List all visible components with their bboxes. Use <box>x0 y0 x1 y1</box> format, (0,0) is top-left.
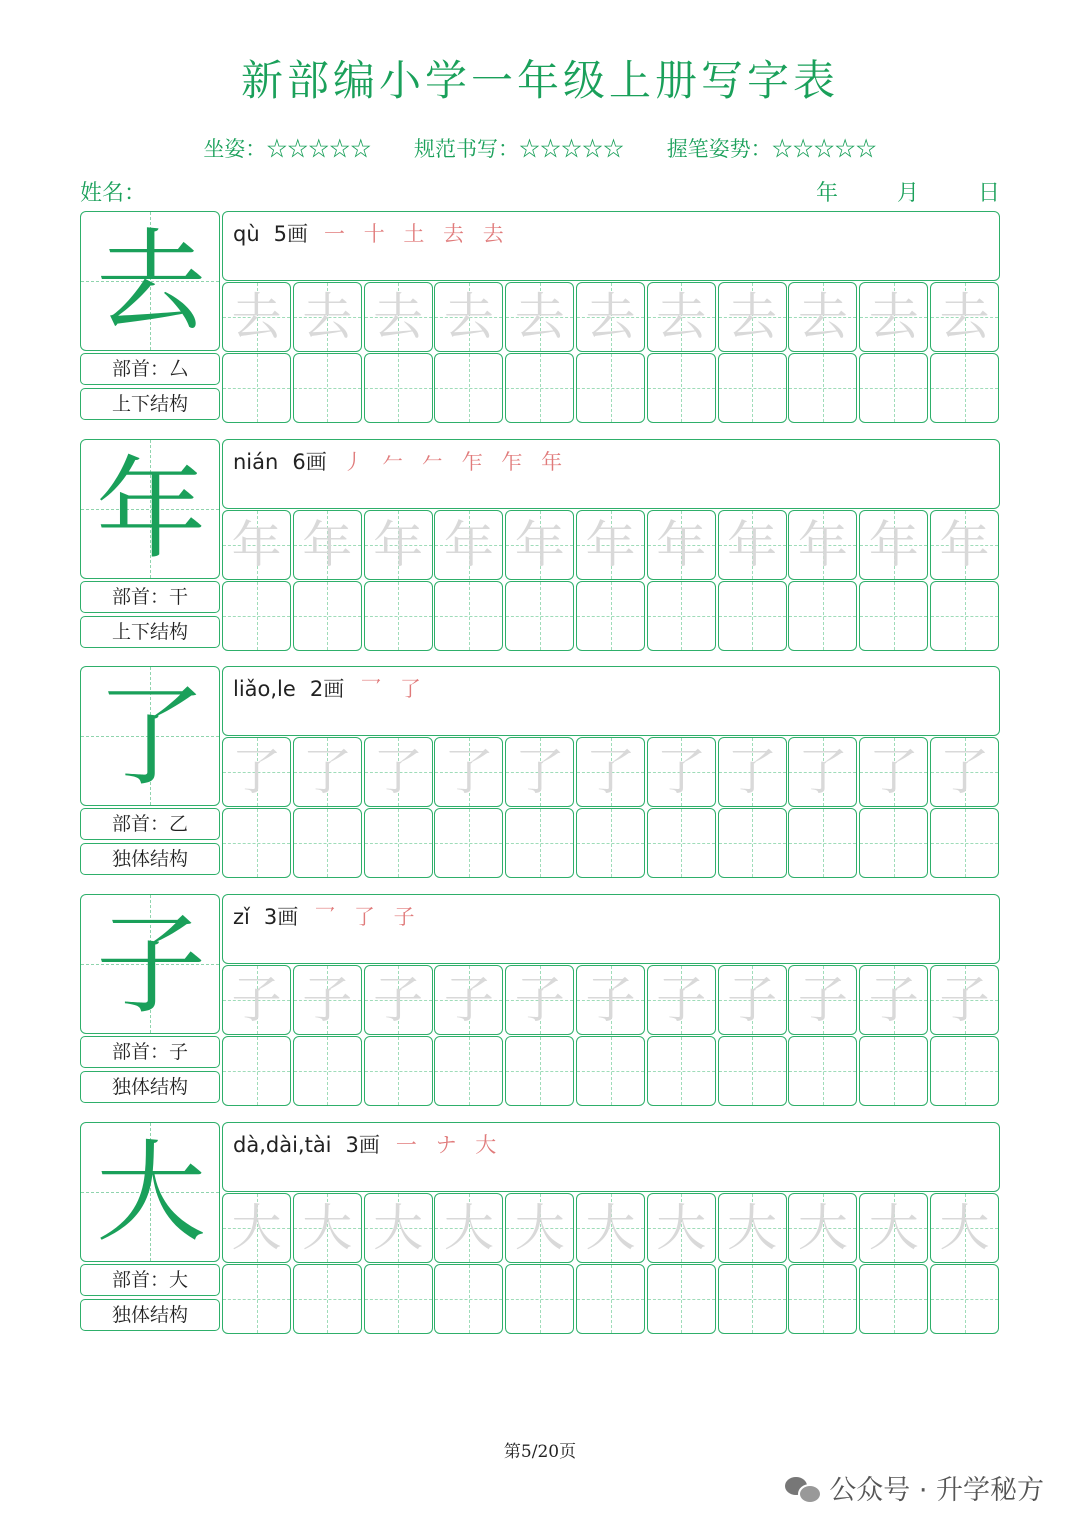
pinyin-text: qù <box>233 222 260 246</box>
radical-label: 部首：干 <box>80 581 220 613</box>
character-block <box>80 211 1000 423</box>
trace-cell[interactable] <box>434 1193 503 1263</box>
trace-cell[interactable] <box>859 737 928 807</box>
pinyin-text: zǐ <box>233 905 250 929</box>
trace-cell[interactable] <box>364 965 433 1035</box>
practice-cell[interactable] <box>647 1036 716 1106</box>
trace-char: 去 <box>585 288 636 346</box>
pinyin-box <box>222 439 1000 509</box>
practice-cell[interactable] <box>647 581 716 651</box>
rating-pen-grip: 握笔姿势：☆☆☆☆☆ <box>666 137 877 161</box>
practice-cell[interactable] <box>859 581 928 651</box>
rating-sitting: 坐姿：☆☆☆☆☆ <box>203 137 372 161</box>
pinyin-box <box>222 1122 1000 1192</box>
trace-cell[interactable] <box>222 1193 291 1263</box>
trace-cell[interactable] <box>222 965 291 1035</box>
rating-writing: 规范书写：☆☆☆☆☆ <box>414 137 624 161</box>
structure-label: 独体结构 <box>80 1299 220 1331</box>
trace-cell[interactable] <box>647 510 716 580</box>
model-char: 了 <box>96 673 206 801</box>
practice-row <box>222 353 1000 423</box>
pinyin-text: nián <box>233 450 279 474</box>
practice-cell[interactable] <box>222 353 291 423</box>
practice-cell[interactable] <box>859 1264 928 1334</box>
trace-char: 了 <box>514 743 565 801</box>
stroke-count: 2画 <box>309 677 345 701</box>
trace-char: 去 <box>797 288 848 346</box>
stroke-order: 乛 了 子 <box>314 905 421 929</box>
trace-row <box>222 282 1000 352</box>
stroke-count: 3画 <box>345 1133 380 1157</box>
trace-char: 年 <box>727 516 778 574</box>
trace-char: 大 <box>443 1199 494 1257</box>
trace-cell[interactable] <box>505 1193 574 1263</box>
practice-cell[interactable] <box>434 581 503 651</box>
trace-cell[interactable] <box>293 282 362 352</box>
practice-cell[interactable] <box>859 808 928 878</box>
ratings-row <box>0 133 1080 163</box>
character-block <box>80 439 1000 651</box>
structure-label: 上下结构 <box>80 616 220 648</box>
practice-cell[interactable] <box>576 1036 645 1106</box>
practice-row <box>222 1036 1000 1106</box>
pinyin-line <box>233 673 427 703</box>
trace-char: 大 <box>656 1199 707 1257</box>
practice-row <box>222 1264 1000 1334</box>
trace-char: 子 <box>868 971 919 1029</box>
practice-cell[interactable] <box>788 808 857 878</box>
model-char-box <box>80 1122 220 1262</box>
trace-char: 大 <box>797 1199 848 1257</box>
trace-char: 年 <box>302 516 353 574</box>
trace-char: 子 <box>302 971 353 1029</box>
trace-cell[interactable] <box>576 965 645 1035</box>
trace-cell[interactable] <box>718 282 787 352</box>
practice-cell[interactable] <box>505 353 574 423</box>
practice-row <box>222 581 1000 651</box>
character-block <box>80 1122 1000 1334</box>
practice-cell[interactable] <box>788 1036 857 1106</box>
trace-char: 了 <box>868 743 919 801</box>
structure-label: 独体结构 <box>80 843 220 875</box>
trace-cell[interactable] <box>788 282 857 352</box>
practice-cell[interactable] <box>930 1036 999 1106</box>
practice-cell[interactable] <box>576 808 645 878</box>
trace-char: 年 <box>443 516 494 574</box>
trace-cell[interactable] <box>576 737 645 807</box>
trace-char: 子 <box>373 971 424 1029</box>
pinyin-text: dà,dài,tài <box>233 1133 332 1157</box>
practice-row <box>222 808 1000 878</box>
practice-cell[interactable] <box>859 1036 928 1106</box>
trace-char: 了 <box>443 743 494 801</box>
model-char-box <box>80 439 220 579</box>
practice-cell[interactable] <box>434 1036 503 1106</box>
trace-cell[interactable] <box>788 510 857 580</box>
practice-cell[interactable] <box>222 808 291 878</box>
stroke-count: 3画 <box>263 905 299 929</box>
trace-cell[interactable] <box>293 965 362 1035</box>
practice-cell[interactable] <box>576 1264 645 1334</box>
radical-label: 部首：厶 <box>80 353 220 385</box>
practice-cell[interactable] <box>718 1264 787 1334</box>
practice-cell[interactable] <box>364 808 433 878</box>
date-labels <box>764 176 1000 207</box>
trace-char: 大 <box>727 1199 778 1257</box>
trace-char: 大 <box>585 1199 636 1257</box>
trace-cell[interactable] <box>859 1193 928 1263</box>
practice-cell[interactable] <box>364 1036 433 1106</box>
trace-char: 了 <box>727 743 778 801</box>
trace-cell[interactable] <box>647 282 716 352</box>
trace-cell[interactable] <box>576 282 645 352</box>
name-label: 姓名： <box>80 181 147 206</box>
trace-char: 大 <box>231 1199 282 1257</box>
model-char: 大 <box>96 1129 206 1257</box>
trace-cell[interactable] <box>718 510 787 580</box>
trace-char: 了 <box>231 743 282 801</box>
year-label: 年 <box>815 181 838 206</box>
trace-char: 年 <box>797 516 848 574</box>
trace-char: 去 <box>939 288 990 346</box>
trace-cell[interactable] <box>647 737 716 807</box>
trace-cell[interactable] <box>930 965 999 1035</box>
trace-char: 子 <box>585 971 636 1029</box>
trace-char: 去 <box>656 288 707 346</box>
practice-cell[interactable] <box>505 808 574 878</box>
pinyin-line <box>233 1129 502 1159</box>
pinyin-box <box>222 211 1000 281</box>
practice-cell[interactable] <box>505 1036 574 1106</box>
practice-cell[interactable] <box>293 1036 362 1106</box>
trace-char: 了 <box>939 743 990 801</box>
trace-char: 去 <box>373 288 424 346</box>
practice-cell[interactable] <box>364 1264 433 1334</box>
practice-cell[interactable] <box>576 353 645 423</box>
practice-cell[interactable] <box>930 808 999 878</box>
practice-cell[interactable] <box>718 1036 787 1106</box>
practice-cell[interactable] <box>576 581 645 651</box>
radical-label: 部首：子 <box>80 1036 220 1068</box>
pinyin-line <box>233 446 568 476</box>
trace-cell[interactable] <box>505 737 574 807</box>
practice-cell[interactable] <box>718 808 787 878</box>
trace-row <box>222 737 1000 807</box>
trace-row <box>222 510 1000 580</box>
page-number: 第5/20页 <box>503 1442 577 1462</box>
trace-cell[interactable] <box>222 282 291 352</box>
model-char: 年 <box>96 446 206 574</box>
practice-cell[interactable] <box>293 581 362 651</box>
trace-char: 去 <box>443 288 494 346</box>
trace-row <box>222 965 1000 1035</box>
month-label: 月 <box>896 181 919 206</box>
trace-char: 子 <box>231 971 282 1029</box>
trace-cell[interactable] <box>293 737 362 807</box>
practice-cell[interactable] <box>293 808 362 878</box>
stroke-order: 乛 了 <box>360 677 427 701</box>
radical-label: 部首：乙 <box>80 808 220 840</box>
trace-cell[interactable] <box>434 282 503 352</box>
pinyin-text: liǎo,le <box>233 677 296 701</box>
stroke-order: 一 十 土 去 去 <box>324 222 510 246</box>
radical-label: 部首：大 <box>80 1264 220 1296</box>
practice-cell[interactable] <box>505 581 574 651</box>
practice-cell[interactable] <box>930 1264 999 1334</box>
trace-cell[interactable] <box>930 737 999 807</box>
trace-char: 去 <box>302 288 353 346</box>
practice-cell[interactable] <box>434 808 503 878</box>
practice-cell[interactable] <box>222 581 291 651</box>
name-date-row <box>80 176 1000 206</box>
trace-char: 年 <box>514 516 565 574</box>
trace-char: 了 <box>373 743 424 801</box>
trace-char: 了 <box>656 743 707 801</box>
practice-cell[interactable] <box>364 581 433 651</box>
trace-char: 去 <box>868 288 919 346</box>
trace-char: 子 <box>443 971 494 1029</box>
model-char-box <box>80 894 220 1034</box>
trace-cell[interactable] <box>576 1193 645 1263</box>
trace-cell[interactable] <box>718 965 787 1035</box>
trace-char: 大 <box>373 1199 424 1257</box>
practice-cell[interactable] <box>788 1264 857 1334</box>
model-char-box <box>80 211 220 351</box>
trace-cell[interactable] <box>364 1193 433 1263</box>
trace-cell[interactable] <box>364 510 433 580</box>
practice-cell[interactable] <box>222 1036 291 1106</box>
trace-char: 年 <box>231 516 282 574</box>
character-block <box>80 666 1000 878</box>
trace-char: 年 <box>939 516 990 574</box>
practice-cell[interactable] <box>222 1264 291 1334</box>
trace-cell[interactable] <box>647 1193 716 1263</box>
practice-cell[interactable] <box>364 353 433 423</box>
practice-cell[interactable] <box>930 581 999 651</box>
practice-cell[interactable] <box>505 1264 574 1334</box>
stroke-count: 6画 <box>292 450 327 474</box>
trace-cell[interactable] <box>505 965 574 1035</box>
trace-cell[interactable] <box>718 737 787 807</box>
practice-cell[interactable] <box>293 353 362 423</box>
trace-cell[interactable] <box>718 1193 787 1263</box>
practice-cell[interactable] <box>647 808 716 878</box>
trace-cell[interactable] <box>859 510 928 580</box>
trace-char: 年 <box>585 516 636 574</box>
trace-char: 了 <box>585 743 636 801</box>
trace-char: 去 <box>231 288 282 346</box>
character-block <box>80 894 1000 1106</box>
trace-char: 大 <box>939 1199 990 1257</box>
trace-char: 子 <box>939 971 990 1029</box>
stroke-count: 5画 <box>273 222 309 246</box>
day-label: 日 <box>977 181 1000 206</box>
trace-cell[interactable] <box>293 510 362 580</box>
practice-cell[interactable] <box>647 353 716 423</box>
trace-cell[interactable] <box>222 737 291 807</box>
trace-cell[interactable] <box>647 965 716 1035</box>
wechat-icon <box>785 1475 819 1501</box>
trace-char: 子 <box>797 971 848 1029</box>
practice-cell[interactable] <box>434 353 503 423</box>
trace-char: 去 <box>514 288 565 346</box>
trace-cell[interactable] <box>930 1193 999 1263</box>
trace-cell[interactable] <box>505 510 574 580</box>
model-char-box <box>80 666 220 806</box>
trace-cell[interactable] <box>364 737 433 807</box>
practice-cell[interactable] <box>293 1264 362 1334</box>
trace-cell[interactable] <box>364 282 433 352</box>
practice-cell[interactable] <box>930 353 999 423</box>
pinyin-line <box>233 901 421 931</box>
practice-cell[interactable] <box>788 353 857 423</box>
practice-cell[interactable] <box>788 581 857 651</box>
trace-cell[interactable] <box>859 965 928 1035</box>
pinyin-box <box>222 666 1000 736</box>
practice-cell[interactable] <box>434 1264 503 1334</box>
practice-cell[interactable] <box>718 353 787 423</box>
trace-char: 去 <box>727 288 778 346</box>
trace-cell[interactable] <box>859 282 928 352</box>
trace-cell[interactable] <box>788 965 857 1035</box>
trace-char: 大 <box>302 1199 353 1257</box>
trace-char: 了 <box>797 743 848 801</box>
stroke-order: 丿 𠂉 𠂉 乍 乍 年 <box>342 450 569 474</box>
structure-label: 上下结构 <box>80 388 220 420</box>
trace-char: 大 <box>868 1199 919 1257</box>
watermark-text: 公众号 · 升学秘方 <box>829 1475 1044 1506</box>
trace-cell[interactable] <box>434 965 503 1035</box>
pinyin-line <box>233 218 510 248</box>
trace-char: 年 <box>656 516 707 574</box>
structure-label: 独体结构 <box>80 1071 220 1103</box>
trace-cell[interactable] <box>788 737 857 807</box>
practice-cell[interactable] <box>647 1264 716 1334</box>
trace-cell[interactable] <box>505 282 574 352</box>
practice-cell[interactable] <box>859 353 928 423</box>
trace-cell[interactable] <box>576 510 645 580</box>
watermark <box>785 1468 1044 1507</box>
trace-cell[interactable] <box>434 510 503 580</box>
trace-char: 年 <box>373 516 424 574</box>
trace-char: 子 <box>727 971 778 1029</box>
trace-cell[interactable] <box>293 1193 362 1263</box>
model-char: 去 <box>96 218 206 346</box>
trace-cell[interactable] <box>930 510 999 580</box>
trace-cell[interactable] <box>222 510 291 580</box>
trace-cell[interactable] <box>788 1193 857 1263</box>
model-char: 子 <box>96 901 206 1029</box>
trace-char: 子 <box>656 971 707 1029</box>
page-title: 新部编小学一年级上册写字表 <box>240 56 839 105</box>
trace-char: 大 <box>514 1199 565 1257</box>
trace-char: 了 <box>302 743 353 801</box>
trace-char: 子 <box>514 971 565 1029</box>
trace-row <box>222 1193 1000 1263</box>
stroke-order: 一 ナ 大 <box>395 1133 503 1157</box>
trace-cell[interactable] <box>434 737 503 807</box>
pinyin-box <box>222 894 1000 964</box>
trace-char: 年 <box>868 516 919 574</box>
trace-cell[interactable] <box>930 282 999 352</box>
practice-cell[interactable] <box>718 581 787 651</box>
